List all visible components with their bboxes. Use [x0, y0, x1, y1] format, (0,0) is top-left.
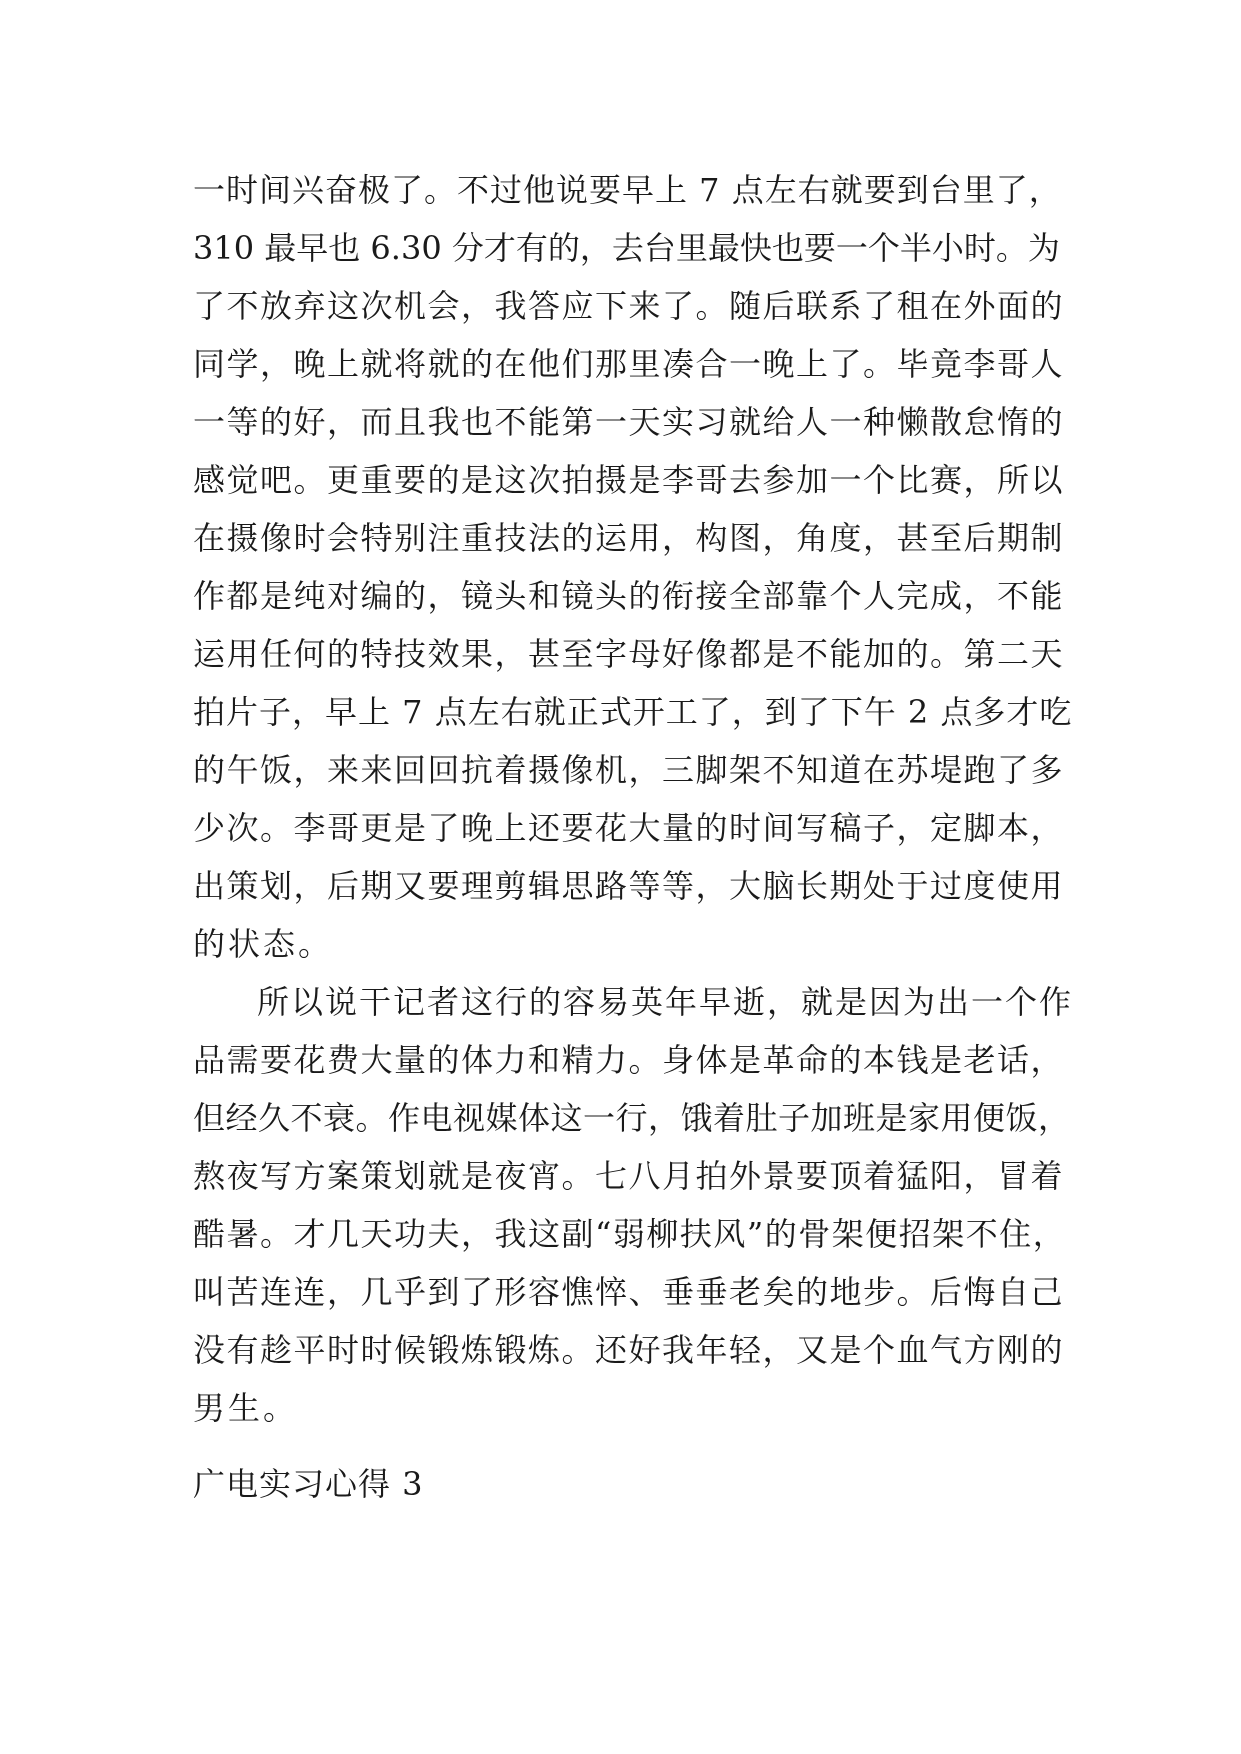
paragraph-1-line-3: 了不放弃这次机会，我答应下来了。随后联系了租在外面的 — [193, 287, 1065, 325]
paragraph-1-line-5: 一等的好，而且我也不能第一天实习就给人一种懒散怠惰的 — [193, 403, 1065, 441]
paragraph-1-line-12: 少次。李哥更是了晚上还要花大量的时间写稿子，定脚本， — [193, 809, 1065, 847]
paragraph-2-line-7: 没有趁平时时候锻炼锻炼。还好我年轻，又是个血气方刚的 — [193, 1331, 1065, 1369]
section-heading: 广电实习心得 3 — [193, 1465, 424, 1503]
paragraph-2-line-2: 品需要花费大量的体力和精力。身体是革命的本钱是老话， — [193, 1041, 1065, 1079]
paragraph-1-line-11: 的午饭，来来回回抗着摄像机，三脚架不知道在苏堤跑了多 — [193, 751, 1065, 789]
paragraph-1-line-9: 运用任何的特技效果，甚至字母好像都是不能加的。第二天 — [193, 635, 1065, 673]
paragraph-1-line-6: 感觉吧。更重要的是这次拍摄是李哥去参加一个比赛，所以 — [193, 461, 1065, 499]
paragraph-1-line-1: 一时间兴奋极了。不过他说要早上 7 点左右就要到台里了， — [193, 171, 1062, 209]
paragraph-1-line-4: 同学，晚上就将就的在他们那里凑合一晚上了。毕竟李哥人 — [193, 345, 1065, 383]
paragraph-2-line-3: 但经久不衰。作电视媒体这一行，饿着肚子加班是家用便饭， — [193, 1099, 1071, 1137]
paragraph-1-line-13: 出策划，后期又要理剪辑思路等等，大脑长期处于过度使用 — [193, 867, 1065, 905]
paragraph-1-line-10: 拍片子，早上 7 点左右就正式开工了，到了下午 2 点多才吃 — [193, 693, 1073, 731]
paragraph-1-line-7: 在摄像时会特别注重技法的运用，构图，角度，甚至后期制 — [193, 519, 1065, 557]
paragraph-1-line-2: 310 最早也 6.30 分才有的，去台里最快也要一个半小时。为 — [193, 229, 1060, 267]
paragraph-1-line-14: 的状态。 — [193, 925, 334, 963]
paragraph-2-line-4: 熬夜写方案策划就是夜宵。七八月拍外景要顶着猛阳，冒着 — [193, 1157, 1065, 1195]
paragraph-2-line-5: 酷暑。才几天功夫，我这副“弱柳扶风”的骨架便招架不住， — [193, 1215, 1067, 1253]
paragraph-2-line-8: 男生。 — [193, 1389, 299, 1427]
paragraph-2-line-1: 所以说干记者这行的容易英年早逝，就是因为出一个作 — [257, 983, 1074, 1021]
paragraph-2-line-6: 叫苦连连，几乎到了形容憔悴、垂垂老矣的地步。后悔自己 — [193, 1273, 1065, 1311]
paragraph-1-line-8: 作都是纯对编的，镜头和镜头的衔接全部靠个人完成，不能 — [193, 577, 1065, 615]
